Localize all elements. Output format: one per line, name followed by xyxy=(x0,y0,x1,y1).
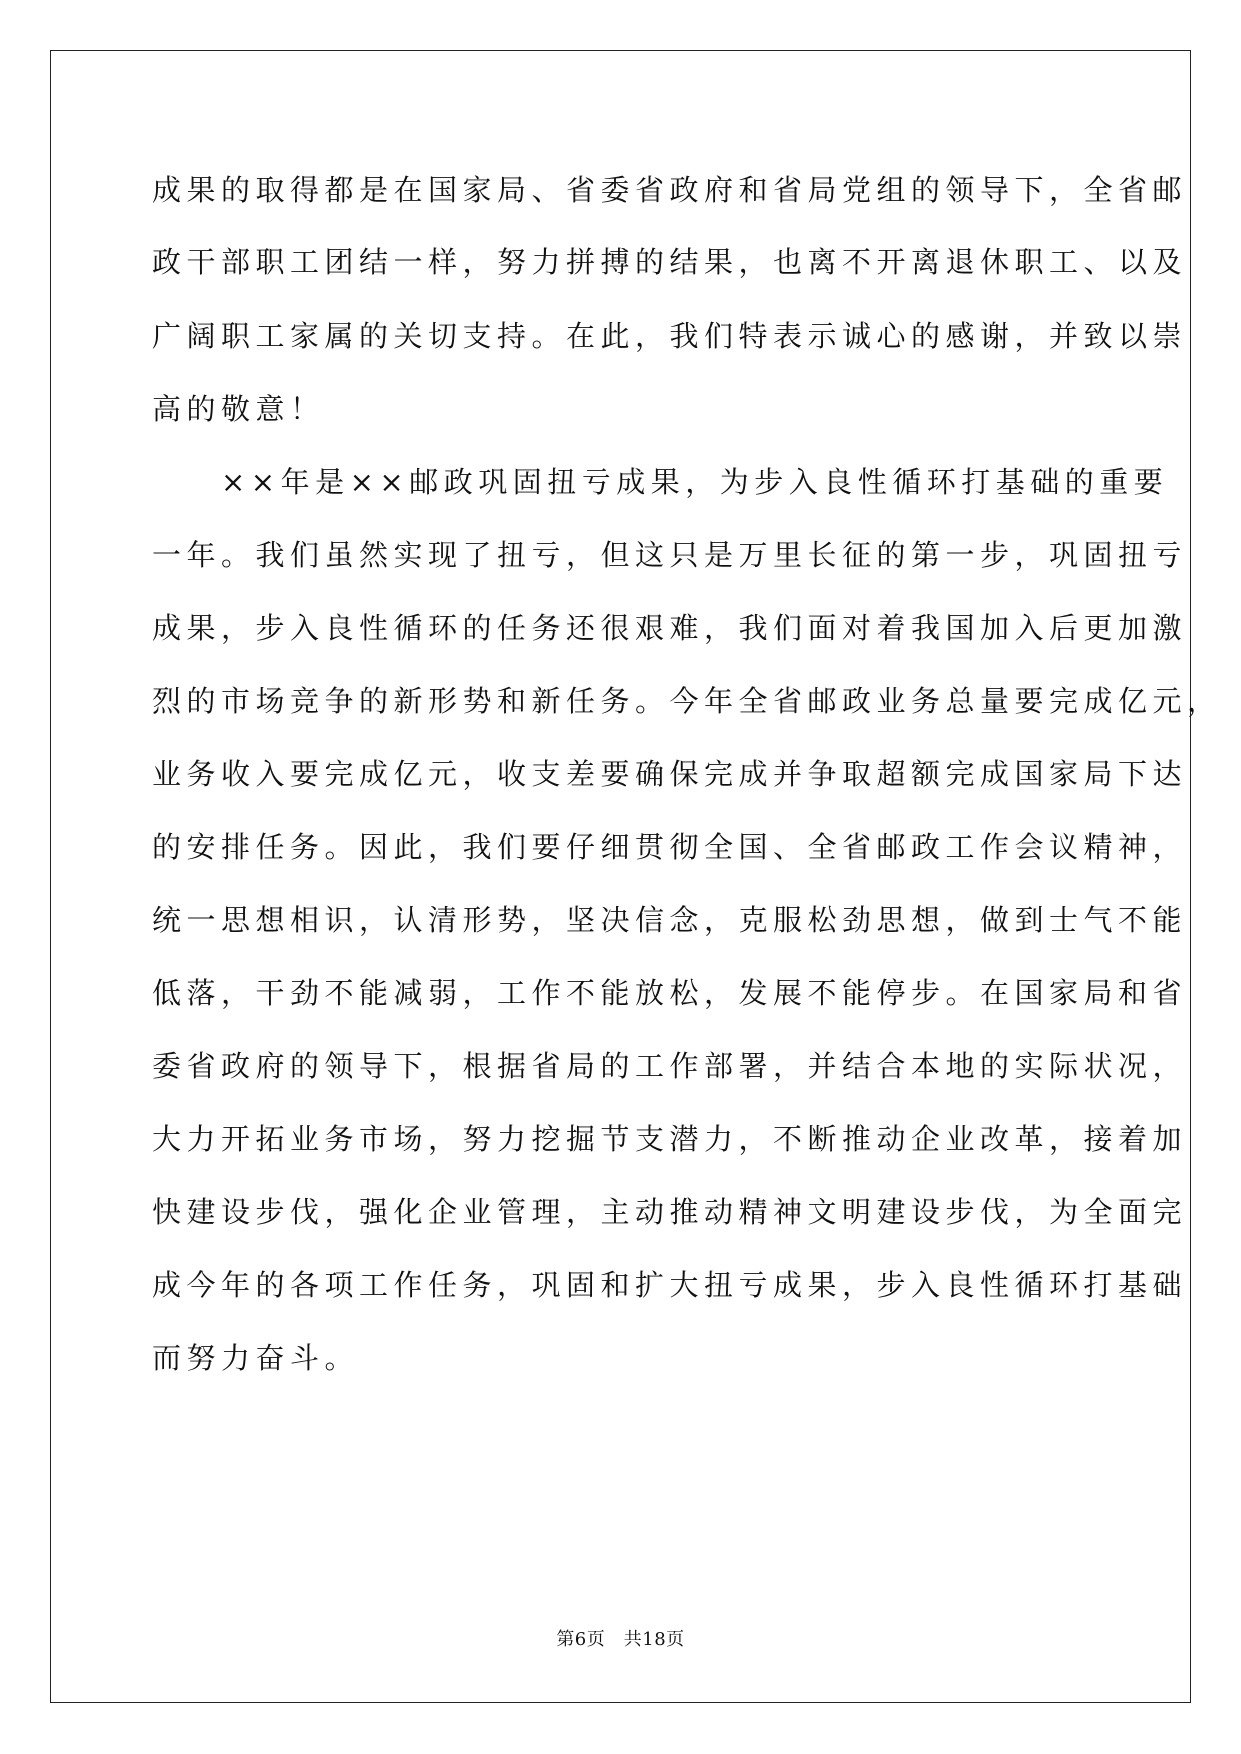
text-line: 高的敬意！ xyxy=(152,392,325,426)
text-line: 成果的取得都是在国家局、省委省政府和省局党组的领导下，全省邮 xyxy=(152,173,1188,207)
text-line: 一年。我们虽然实现了扭亏，但这只是万里长征的第一步，巩固扭亏 xyxy=(152,538,1188,572)
text-line: 而努力奋斗。 xyxy=(152,1341,360,1375)
page-border xyxy=(50,50,1191,1703)
text-line: 统一思想相识，认清形势，坚决信念，克服松劲思想，做到士气不能 xyxy=(152,903,1188,937)
text-line: 政干部职工团结一样，努力拼搏的结果，也离不开离退休职工、以及 xyxy=(152,245,1188,279)
text-line: 烈的市场竞争的新形势和新任务。今年全省邮政业务总量要完成亿元， xyxy=(152,684,1222,718)
text-line: 成今年的各项工作任务，巩固和扩大扭亏成果，步入良性循环打基础 xyxy=(152,1268,1188,1302)
text-line: 的安排任务。因此，我们要仔细贯彻全国、全省邮政工作会议精神， xyxy=(152,830,1188,864)
page-number-footer: 第6页 共18页 xyxy=(556,1629,685,1650)
text-line: 业务收入要完成亿元，收支差要确保完成并争取超额完成国家局下达 xyxy=(152,757,1188,791)
text-line: 大力开拓业务市场，努力挖掘节支潜力，不断推动企业改革，接着加 xyxy=(152,1122,1188,1156)
text-line: 快建设步伐，强化企业管理，主动推动精神文明建设步伐，为全面完 xyxy=(152,1195,1188,1229)
text-line: 委省政府的领导下，根据省局的工作部署，并结合本地的实际状况， xyxy=(152,1049,1188,1083)
text-line: 广阔职工家属的关切支持。在此，我们特表示诚心的感谢，并致以崇 xyxy=(152,319,1188,353)
text-line: 低落，干劲不能减弱，工作不能放松，发展不能停步。在国家局和省 xyxy=(152,976,1188,1010)
text-line: 成果，步入良性循环的任务还很艰难，我们面对着我国加入后更加激 xyxy=(152,611,1188,645)
text-line: ××年是××邮政巩固扭亏成果，为步入良性循环打基础的重要 xyxy=(152,465,1169,499)
